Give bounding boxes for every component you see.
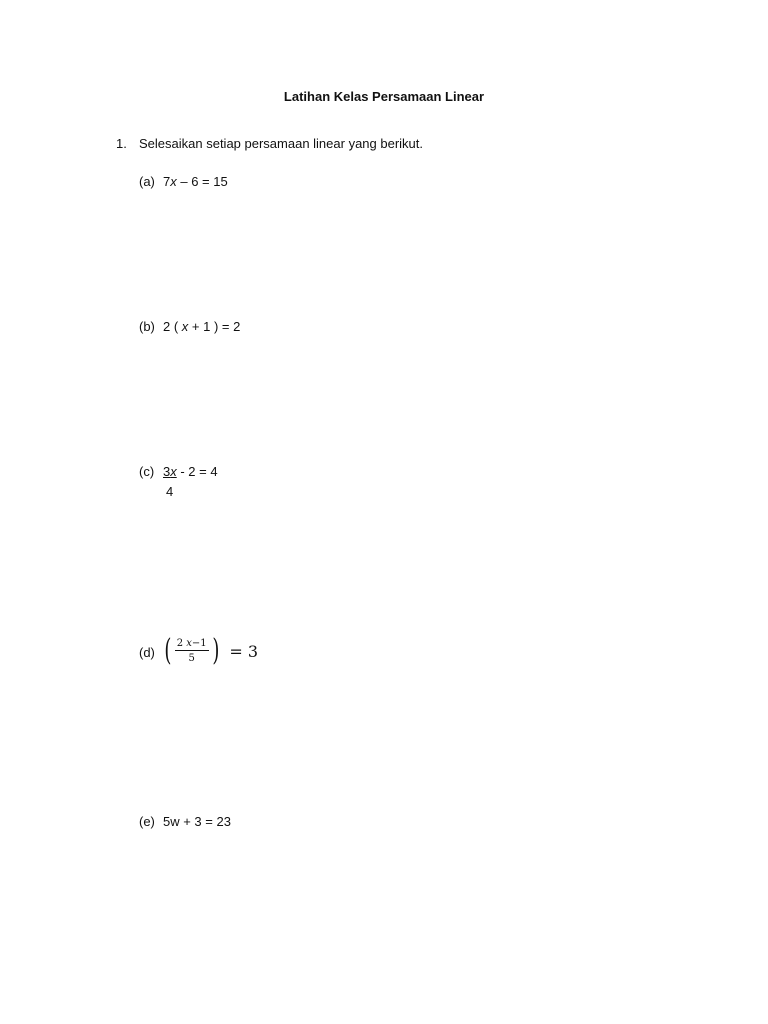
part-d-equation — [162, 634, 258, 668]
part-d-num-b: −1 — [191, 638, 207, 649]
question-instruction: Selesaikan setiap persamaan linear yang berikut. — [139, 136, 424, 151]
part-d-label: (d) — [139, 645, 155, 660]
part-b-rest: + 1 ) = 2 — [188, 319, 241, 334]
part-d-num-a: 2 — [176, 638, 187, 649]
right-paren: ) — [212, 633, 220, 668]
part-c-label: (c) — [139, 464, 155, 479]
part-d-denominator: 5 — [188, 653, 195, 664]
part-c-numerator — [163, 464, 177, 479]
part-a-rest: – 6 = 15 — [176, 174, 228, 189]
part-c-rest: - 2 = 4 — [176, 464, 218, 479]
page-title: Latihan Kelas Persamaan Linear — [283, 89, 485, 104]
part-d-variable: x — [186, 638, 192, 649]
left-paren: ( — [164, 633, 172, 668]
part-c-variable: x — [170, 464, 177, 479]
part-a-equation — [163, 174, 228, 189]
part-d-rhs: = 3 — [229, 641, 259, 661]
part-d-fraction — [175, 638, 209, 664]
part-d-numerator — [175, 638, 209, 651]
part-c-denominator: 4 — [166, 484, 174, 499]
part-a-label: (a) — [139, 174, 155, 189]
part-e-equation: 5w + 3 = 23 — [163, 814, 231, 829]
part-b-variable: x — [181, 319, 189, 334]
part-e-label: (e) — [139, 814, 155, 829]
part-b-equation — [163, 319, 240, 334]
part-b-label: (b) — [139, 319, 155, 334]
part-c-num-coef: 3 — [163, 464, 171, 479]
part-c-equation — [163, 464, 218, 479]
part-a-coef: 7 — [163, 174, 171, 189]
part-b-pre: 2 ( — [163, 319, 182, 334]
part-a-variable: x — [170, 174, 177, 189]
question-number: 1. — [116, 136, 127, 151]
